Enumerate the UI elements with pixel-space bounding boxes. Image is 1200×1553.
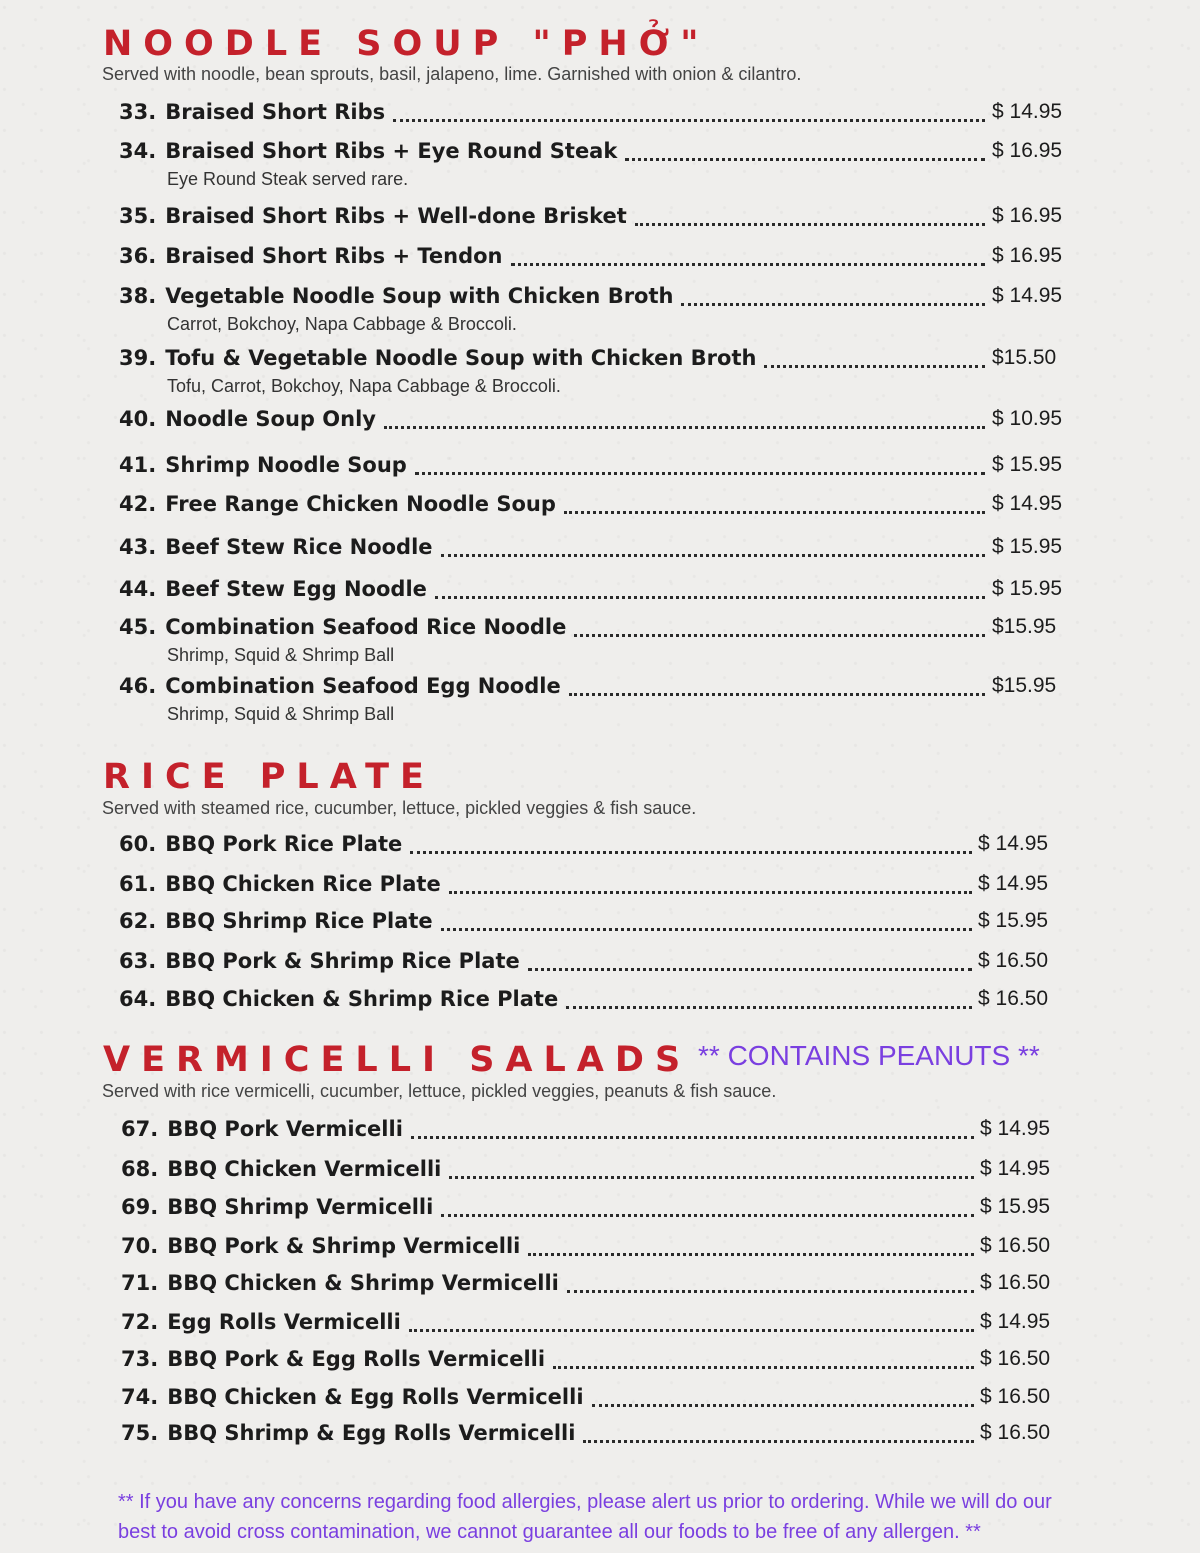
menu-item-label: BBQ Chicken & Shrimp Rice Plate (165, 987, 559, 1011)
menu-item-description: Shrimp, Squid & Shrimp Ball (167, 645, 395, 665)
menu-item-name (119, 674, 567, 698)
menu-item-name (119, 346, 762, 370)
menu-item-number: 33. (119, 100, 157, 124)
menu-item-number: 69. (121, 1195, 159, 1219)
menu-item-name (119, 284, 679, 308)
menu-item-name (121, 1347, 551, 1371)
menu-item-number: 38. (119, 284, 157, 308)
menu-item-price: $ 10.95 (992, 407, 1063, 430)
menu-item-number: 67. (121, 1117, 159, 1141)
menu-item-name (121, 1421, 581, 1445)
menu-item-label: Combination Seafood Egg Noodle (165, 674, 561, 698)
menu-item-label: Braised Short Ribs (165, 100, 386, 124)
menu-item-label: BBQ Chicken Vermicelli (167, 1157, 442, 1181)
dot-leader (681, 303, 985, 306)
menu-item (119, 407, 1100, 439)
menu-item-price: $ 16.50 (980, 1421, 1051, 1444)
menu-item-name (119, 100, 391, 124)
menu-item (119, 615, 1100, 665)
menu-item-label: Noodle Soup Only (165, 407, 376, 431)
menu-item-number: 42. (119, 492, 157, 516)
menu-item-label: BBQ Pork & Egg Rolls Vermicelli (167, 1347, 546, 1371)
menu-item (119, 872, 1100, 904)
menu-item-label: Braised Short Ribs + Tendon (165, 244, 503, 268)
menu-item-label: Vegetable Noodle Soup with Chicken Broth (165, 284, 674, 308)
dot-leader (566, 1006, 972, 1009)
dot-leader (583, 1440, 974, 1443)
menu-item (121, 1271, 1100, 1303)
menu-item (119, 674, 1100, 724)
menu-item-label: Combination Seafood Rice Noodle (165, 615, 567, 639)
menu-item-price: $ 16.95 (992, 244, 1063, 267)
menu-item-number: 68. (121, 1157, 159, 1181)
menu-item-number: 75. (121, 1421, 159, 1445)
menu-item-price: $15.50 (992, 346, 1057, 369)
menu-item (121, 1310, 1100, 1342)
menu-item-name (121, 1310, 407, 1334)
menu-item-name (119, 139, 623, 163)
menu-item-number: 41. (119, 453, 157, 477)
menu-item-label: Braised Short Ribs + Eye Round Steak (165, 139, 618, 163)
menu-item-name (121, 1385, 590, 1409)
dot-leader (411, 1136, 974, 1139)
menu-item-number: 61. (119, 872, 157, 896)
menu-item-name (119, 872, 447, 896)
dot-leader (441, 554, 985, 557)
menu-item-label: BBQ Pork Vermicelli (167, 1117, 403, 1141)
menu-item-label: BBQ Chicken & Egg Rolls Vermicelli (167, 1385, 584, 1409)
menu-item-number: 39. (119, 346, 157, 370)
menu-item (119, 577, 1100, 609)
menu-item (119, 346, 1100, 396)
menu-item-price: $ 14.95 (992, 492, 1063, 515)
menu-item-price: $ 14.95 (980, 1117, 1051, 1140)
dot-leader (592, 1404, 974, 1407)
menu-item (121, 1347, 1100, 1379)
menu-item-number: 60. (119, 832, 157, 856)
menu-item (121, 1385, 1100, 1417)
menu-item-price: $ 16.95 (992, 204, 1063, 227)
menu-item-description: Eye Round Steak served rare. (167, 169, 409, 189)
menu-item (119, 244, 1100, 276)
menu-item (119, 832, 1100, 864)
pho-section-subtitle: Served with noodle, bean sprouts, basil, jalapeno, lime. Garnished with onion & cilantro. (102, 64, 802, 84)
dot-leader (410, 851, 972, 854)
menu-item-price: $ 15.95 (978, 909, 1049, 932)
menu-item-name (119, 909, 439, 933)
dot-leader (384, 426, 985, 429)
menu-item-number: 40. (119, 407, 157, 431)
menu-item-price: $ 14.95 (978, 872, 1049, 895)
dot-leader (435, 596, 985, 599)
dot-leader (409, 1329, 974, 1332)
menu-item-label: Egg Rolls Vermicelli (167, 1310, 401, 1334)
menu-item-number: 34. (119, 139, 157, 163)
vermicelli-section-title: VERMICELLI SALADS (103, 1040, 692, 1080)
menu-item-name (119, 535, 439, 559)
menu-item (119, 909, 1100, 941)
menu-item-price: $15.95 (992, 615, 1057, 638)
menu-item-price: $ 16.95 (992, 139, 1063, 162)
menu-item-label: Braised Short Ribs + Well-done Brisket (165, 204, 627, 228)
menu-item (119, 284, 1100, 334)
menu-item-price: $ 16.50 (980, 1347, 1051, 1370)
menu-item-name (119, 577, 433, 601)
menu-item-number: 72. (121, 1310, 159, 1334)
menu-item-name (121, 1195, 439, 1219)
menu-item-name (121, 1271, 565, 1295)
menu-item-label: BBQ Pork Rice Plate (165, 832, 403, 856)
menu-item-description: Shrimp, Squid & Shrimp Ball (167, 704, 395, 724)
menu-item-number: 36. (119, 244, 157, 268)
menu-item (119, 987, 1100, 1019)
menu-item (121, 1157, 1100, 1189)
menu-item (119, 100, 1100, 132)
menu-item-number: 35. (119, 204, 157, 228)
allergy-notice-line-1: ** If you have any concerns regarding food allergies, please alert us prior to ordering. While we will do our (118, 1491, 1052, 1513)
menu-item-price: $ 16.50 (980, 1385, 1051, 1408)
menu-item (119, 139, 1100, 189)
dot-leader (393, 119, 985, 122)
dot-leader (441, 928, 972, 931)
dot-leader (511, 263, 985, 266)
menu-item-price: $ 15.95 (992, 453, 1063, 476)
dot-leader (449, 891, 972, 894)
menu-item-number: 70. (121, 1234, 159, 1258)
menu-item-description: Carrot, Bokchoy, Napa Cabbage & Broccoli. (167, 314, 517, 334)
menu-item-price: $ 14.95 (980, 1310, 1051, 1333)
menu-item (121, 1421, 1100, 1453)
menu-item-name (121, 1117, 409, 1141)
menu-item-price: $ 14.95 (992, 100, 1063, 123)
menu-item-number: 44. (119, 577, 157, 601)
allergy-notice-line-2: best to avoid cross contamination, we cannot guarantee all our foods to be free of any allergen. ** (118, 1521, 981, 1543)
menu-item-number: 71. (121, 1271, 159, 1295)
dot-leader (528, 1253, 974, 1256)
dot-leader (528, 968, 972, 971)
menu-item (121, 1195, 1100, 1227)
rice-section-title: RICE PLATE (103, 757, 435, 797)
menu-item (119, 492, 1100, 524)
menu-item-label: BBQ Chicken & Shrimp Vermicelli (167, 1271, 559, 1295)
rice-section-subtitle: Served with steamed rice, cucumber, lettuce, pickled veggies & fish sauce. (102, 798, 697, 818)
vermicelli-section-subtitle: Served with rice vermicelli, cucumber, lettuce, pickled veggies, peanuts & fish sauce. (102, 1081, 777, 1101)
dot-leader (569, 693, 985, 696)
menu-item (121, 1234, 1100, 1266)
menu-item (121, 1117, 1100, 1149)
menu-item-price: $ 15.95 (992, 535, 1063, 558)
menu-item-description: Tofu, Carrot, Bokchoy, Napa Cabbage & Broccoli. (167, 376, 561, 396)
dot-leader (441, 1214, 974, 1217)
menu-item-number: 63. (119, 949, 157, 973)
menu-item-price: $ 15.95 (992, 577, 1063, 600)
menu-item-price: $ 16.50 (978, 949, 1049, 972)
menu-item-number: 45. (119, 615, 157, 639)
dot-leader (625, 158, 985, 161)
menu-item-label: BBQ Shrimp Vermicelli (167, 1195, 434, 1219)
menu-item-price: $15.95 (992, 674, 1057, 697)
menu-item-label: BBQ Pork & Shrimp Vermicelli (167, 1234, 521, 1258)
menu-item-price: $ 14.95 (992, 284, 1063, 307)
dot-leader (415, 472, 985, 475)
menu-item-label: Beef Stew Egg Noodle (165, 577, 427, 601)
menu-item-label: Shrimp Noodle Soup (165, 453, 407, 477)
menu-item-number: 74. (121, 1385, 159, 1409)
menu-item-label: Beef Stew Rice Noodle (165, 535, 433, 559)
pho-section-title: NOODLE SOUP "PHỞ" (103, 24, 710, 64)
menu-item-number: 64. (119, 987, 157, 1011)
menu-item-name (121, 1157, 447, 1181)
dot-leader (574, 634, 985, 637)
dot-leader (635, 223, 985, 226)
menu-item (119, 453, 1100, 485)
menu-item-price: $ 15.95 (980, 1195, 1051, 1218)
menu-item-number: 43. (119, 535, 157, 559)
dot-leader (449, 1176, 974, 1179)
menu-item-name (119, 949, 526, 973)
menu-item-number: 62. (119, 909, 157, 933)
menu-item-price: $ 14.95 (978, 832, 1049, 855)
menu-item-label: BBQ Shrimp Rice Plate (165, 909, 433, 933)
menu-item-number: 73. (121, 1347, 159, 1371)
menu-item-name (119, 244, 509, 268)
dot-leader (564, 511, 985, 514)
dot-leader (764, 365, 985, 368)
menu-item-name (119, 615, 572, 639)
menu-item-name (119, 204, 633, 228)
menu-item-label: BBQ Pork & Shrimp Rice Plate (165, 949, 520, 973)
menu-item-price: $ 14.95 (980, 1157, 1051, 1180)
menu-item-name (121, 1234, 526, 1258)
menu-item-price: $ 16.50 (980, 1271, 1051, 1294)
menu-item-price: $ 16.50 (980, 1234, 1051, 1257)
menu-item-label: BBQ Shrimp & Egg Rolls Vermicelli (167, 1421, 576, 1445)
menu-item-label: Tofu & Vegetable Noodle Soup with Chicken Broth (165, 346, 757, 370)
menu-item-name (119, 407, 382, 431)
menu-item-label: Free Range Chicken Noodle Soup (165, 492, 556, 516)
menu-item (119, 949, 1100, 981)
dot-leader (567, 1290, 974, 1293)
menu-item-name (119, 832, 408, 856)
menu-item-price: $ 16.50 (978, 987, 1049, 1010)
menu-item-name (119, 492, 562, 516)
menu-item-name (119, 987, 564, 1011)
menu-item-label: BBQ Chicken Rice Plate (165, 872, 441, 896)
menu-item-number: 46. (119, 674, 157, 698)
dot-leader (553, 1366, 974, 1369)
menu-item-name (119, 453, 413, 477)
menu-item (119, 204, 1100, 236)
allergy-notice (118, 1487, 1108, 1547)
peanut-warning-badge: ** CONTAINS PEANUTS ** (698, 1040, 1040, 1071)
menu-item (119, 535, 1100, 567)
